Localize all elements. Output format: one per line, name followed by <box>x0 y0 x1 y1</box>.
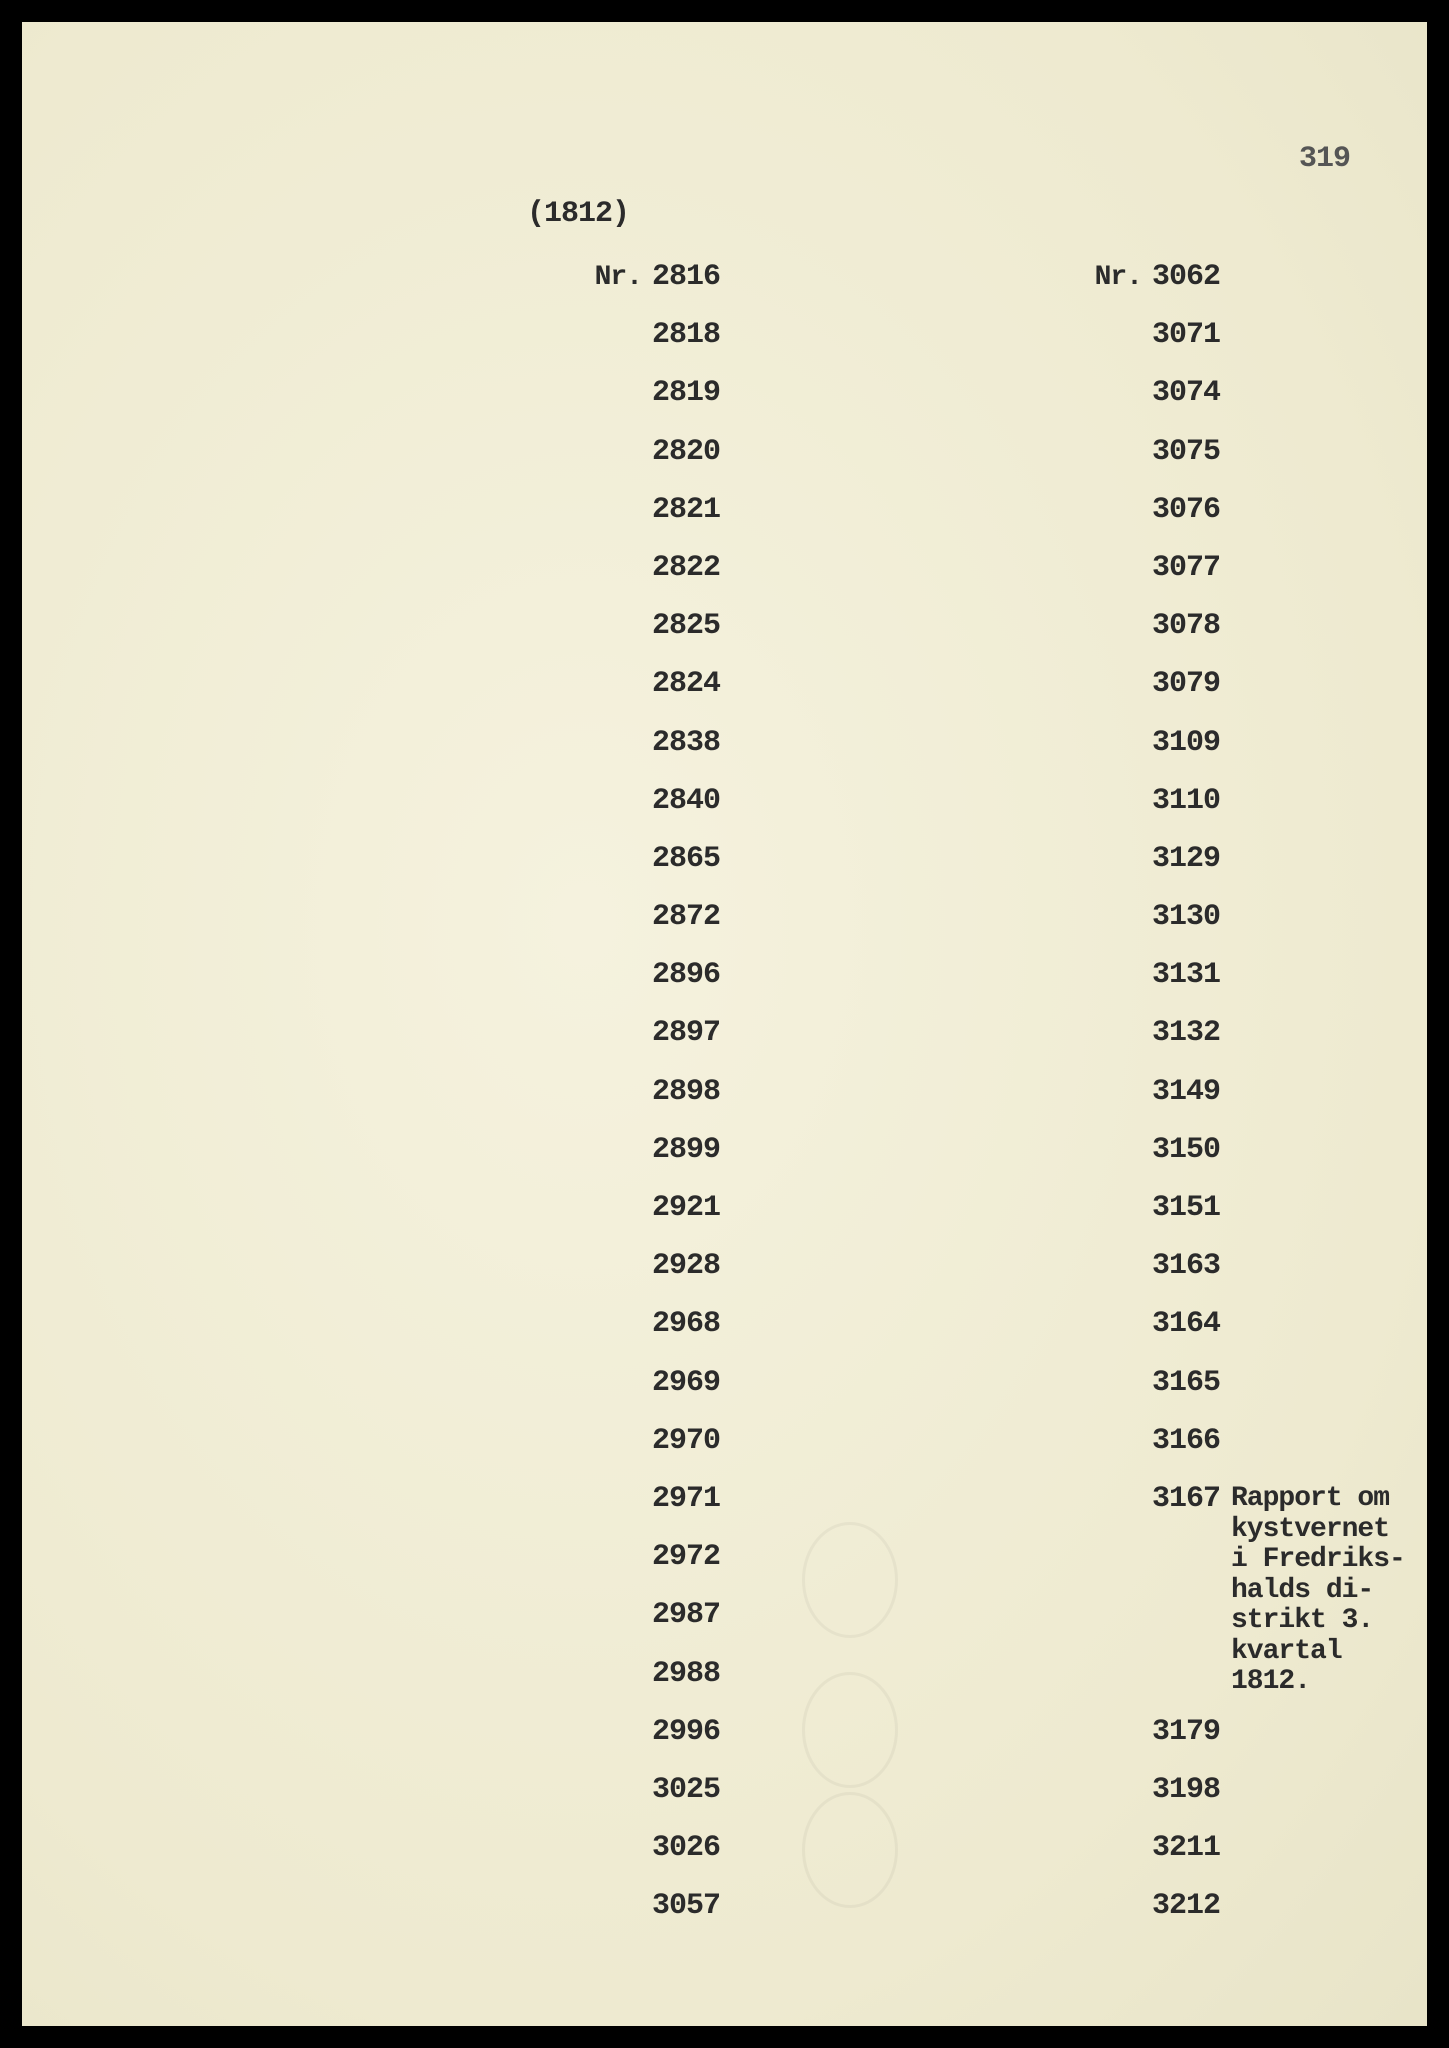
entry-row <box>1072 376 1264 434</box>
entry-number: 3151 <box>1152 1191 1221 1225</box>
entry-row <box>572 1191 764 1249</box>
entry-number: 3212 <box>1152 1889 1221 1924</box>
entry-number: 3057 <box>652 1889 721 1924</box>
entry-row <box>1072 726 1264 784</box>
entry-number: 2819 <box>652 376 721 411</box>
entry-row <box>1072 958 1264 1016</box>
entry-number: 2970 <box>652 1423 721 1458</box>
entry-number: 3062 <box>1152 260 1221 294</box>
entry-row <box>1072 842 1264 900</box>
bleed-through-mark <box>802 1792 898 1908</box>
entry-number: 2822 <box>652 550 721 585</box>
year-heading: (1812) <box>527 197 630 231</box>
entry-row <box>572 1307 764 1365</box>
entry-number: 3077 <box>1152 550 1221 585</box>
entry-number: 3166 <box>1152 1423 1221 1458</box>
bleed-through-mark <box>802 1672 898 1788</box>
nr-prefix: Nr. <box>1094 262 1142 293</box>
entry-number: 3150 <box>1152 1132 1221 1167</box>
entry-number: 3109 <box>1152 725 1221 760</box>
note-line: halds di- <box>1231 1574 1374 1606</box>
left-number-column <box>572 260 764 1947</box>
entry-number: 2818 <box>652 318 721 353</box>
entry-number: 2899 <box>652 1132 721 1167</box>
entry-number: 3163 <box>1152 1249 1221 1284</box>
note-line: i Fredriks- <box>1231 1544 1405 1575</box>
entry-row <box>1072 609 1264 667</box>
entry-row <box>572 1249 764 1307</box>
entry-number: 2897 <box>652 1016 721 1051</box>
entry-number: 3110 <box>1152 783 1221 818</box>
entry-row <box>572 1366 764 1424</box>
entry-number: 3165 <box>1152 1365 1221 1400</box>
entry-row <box>1072 435 1264 493</box>
entry-row <box>572 726 764 784</box>
note-line: kystvernet <box>1231 1513 1390 1545</box>
entry-number: 2840 <box>652 783 721 818</box>
entry-number: 2816 <box>652 260 721 294</box>
entry-number: 3075 <box>1152 434 1221 469</box>
entry-number: 3129 <box>1152 841 1221 876</box>
entry-row <box>572 784 764 842</box>
entry-row <box>1072 260 1264 318</box>
entry-row <box>572 900 764 958</box>
entry-number: 2971 <box>652 1481 721 1516</box>
entry-row <box>1072 1075 1264 1133</box>
entry-row <box>572 1598 764 1656</box>
entry-number: 3131 <box>1152 958 1221 993</box>
entry-number: 2824 <box>652 667 721 702</box>
entry-row <box>1072 318 1264 376</box>
entry-row <box>572 1133 764 1191</box>
entry-number: 2820 <box>652 434 721 469</box>
entry-row <box>1072 551 1264 609</box>
entry-number: 2921 <box>652 1191 721 1225</box>
entry-row <box>572 1657 764 1715</box>
entry-row <box>572 958 764 1016</box>
entry-number: 3071 <box>1152 318 1221 353</box>
entry-number: 2896 <box>652 958 721 993</box>
entry-number: 2972 <box>652 1540 721 1575</box>
entry-number: 3026 <box>652 1831 721 1866</box>
entry-row <box>1072 1831 1264 1889</box>
entry-row <box>572 435 764 493</box>
entry-number: 2969 <box>652 1365 721 1400</box>
entry-number: 3078 <box>1152 609 1221 644</box>
entry-row <box>572 1773 764 1831</box>
entry-number: 3076 <box>1152 492 1221 527</box>
entry-row <box>1072 493 1264 551</box>
report-note <box>1231 1484 1405 1698</box>
entry-number: 2996 <box>652 1714 721 1749</box>
entry-row <box>572 667 764 725</box>
entry-number: 2898 <box>652 1074 721 1109</box>
entry-number: 3167 <box>1152 1481 1221 1516</box>
entry-row <box>572 1715 764 1773</box>
entry-row <box>1072 1016 1264 1074</box>
entry-number: 3074 <box>1152 376 1221 411</box>
entry-row <box>572 842 764 900</box>
entry-number: 3079 <box>1152 667 1221 702</box>
entry-row <box>1072 1366 1264 1424</box>
entry-row <box>572 376 764 434</box>
entry-number: 2968 <box>652 1307 721 1342</box>
entry-row <box>1072 667 1264 725</box>
entry-row <box>572 1540 764 1598</box>
entry-row <box>572 260 764 318</box>
note-line: strikt 3. <box>1231 1605 1374 1636</box>
note-line: kvartal <box>1231 1635 1342 1667</box>
entry-row <box>1072 1889 1264 1947</box>
entry-row <box>1072 1773 1264 1831</box>
entry-number: 3149 <box>1152 1074 1221 1109</box>
entry-row <box>1072 900 1264 958</box>
note-line: Rapport om <box>1231 1483 1390 1514</box>
bleed-through-mark <box>802 1522 898 1638</box>
entry-number: 3164 <box>1152 1307 1221 1342</box>
entry-number: 3130 <box>1152 900 1221 935</box>
entry-row <box>1072 1424 1264 1482</box>
nr-prefix: Nr. <box>594 262 642 293</box>
entry-row <box>1072 1249 1264 1307</box>
entry-number: 3132 <box>1152 1016 1221 1051</box>
entry-row <box>572 1889 764 1947</box>
entry-number: 2928 <box>652 1249 721 1284</box>
note-line: 1812. <box>1231 1666 1311 1697</box>
entry-row <box>572 1482 764 1540</box>
entry-row <box>572 493 764 551</box>
entry-number: 2987 <box>652 1598 721 1633</box>
entry-row <box>572 609 764 667</box>
page-number: 319 <box>1299 142 1351 176</box>
entry-row <box>572 551 764 609</box>
entry-row <box>572 1016 764 1074</box>
entry-number: 3211 <box>1152 1831 1221 1866</box>
entry-number: 2838 <box>652 725 721 760</box>
entry-row <box>1072 1715 1264 1773</box>
entry-row <box>572 1075 764 1133</box>
entry-row <box>572 318 764 376</box>
entry-number: 2865 <box>652 841 721 876</box>
document-page <box>22 22 1427 2026</box>
entry-number: 2825 <box>652 609 721 644</box>
entry-number: 2872 <box>652 900 721 935</box>
entry-number: 3179 <box>1152 1714 1221 1749</box>
entry-row <box>572 1831 764 1889</box>
entry-number: 3025 <box>652 1772 721 1807</box>
entry-number: 2988 <box>652 1656 721 1691</box>
entry-row <box>572 1424 764 1482</box>
entry-number: 3198 <box>1152 1772 1221 1807</box>
entry-row <box>1072 1307 1264 1365</box>
entry-row <box>1072 1133 1264 1191</box>
entry-number: 2821 <box>652 492 721 527</box>
entry-row <box>1072 784 1264 842</box>
entry-row <box>1072 1191 1264 1249</box>
